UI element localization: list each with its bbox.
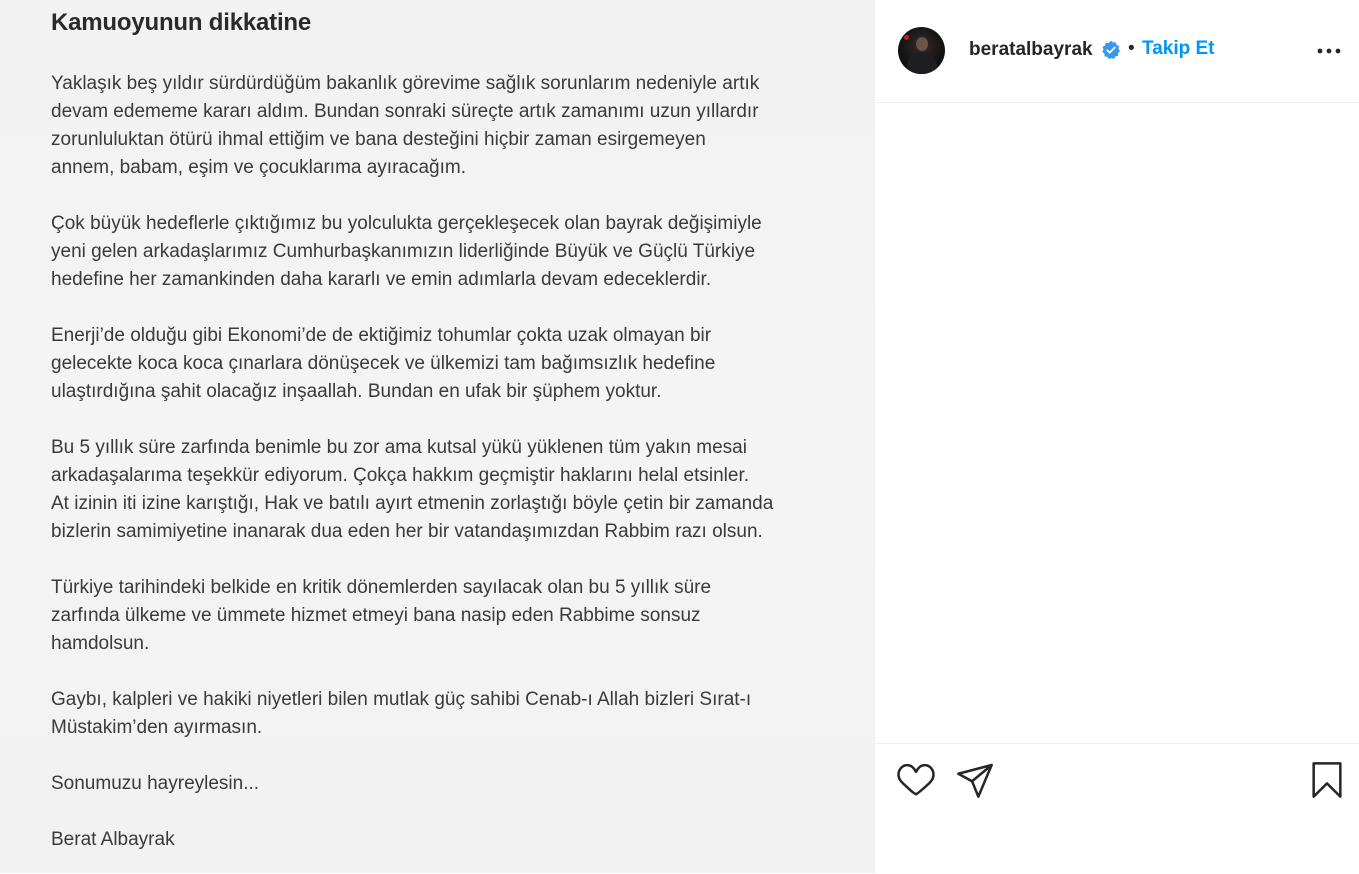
note-paragraph: Türkiye tarihindeki belkide en kritik dönemlerden sayılacak olan bu 5 yıllık süre zarfında ülkeme ve ümmete hizmet etmeyi bana nasip eden Rabbime sonsuz hamdolsun. [51,577,712,654]
note-signature: Berat Albayrak [51,829,175,850]
note-body [51,70,841,873]
bookmark-icon[interactable] [1307,760,1347,800]
note-paragraph: Gaybı, kalpleri ve hakiki niyetleri bilen mutlak güç sahibi Cenab-ı Allah bizleri Sırat-ı Müstakim’den ayırmasın. [51,689,752,738]
avatar-detail [916,37,928,51]
note-title: Kamuoyunun dikkatine [51,9,312,36]
more-options-icon[interactable] [1315,42,1343,60]
username-link[interactable]: beratalbayrak [969,39,1093,60]
note-paragraph: Yaklaşık beş yıldır sürdürdüğüm bakanlık görevime sağlık sorunlarım nedeniyle artık devam edememe kararı aldım. Bundan sonraki süreçte artık zamanımı uzun yıllardır zorunluluktan ötürü ihmal ettiğim ve bana desteğini hiçbir zaman esirgemeyen annem, babam, eşim ve çocuklarıma ayıracağım. [51,73,760,178]
post-side-panel [875,0,1359,873]
note-paragraph: Bu 5 yıllık süre zarfında benimle bu zor ama kutsal yükü yüklenen tüm yakın mesai arkadaşalarıma teşekkür ediyorum. Çokça hakkım geçmiştir haklarını helal etsinler. At izinin iti izine karıştığı, Hak ve batılı ayırt etmenin zorlaştığı böyle çetin bir zamanda bizlerin samimiyetine inanarak dua eden her bir vatandaşımızdan Rabbim razı olsun. [51,437,774,542]
send-icon[interactable] [955,760,995,800]
avatar-detail [904,35,909,40]
note-paragraph: Enerji’de olduğu gibi Ekonomi’de de ektiğimiz tohumlar çokta uzak olmayan bir gelecekte koca koca çınarlara dönüşecek ve ülkemizi tam bağımsızlık hedefine ulaştırdığına şahit olacağız inşaallah. Bundan en ufak bir şüphem yoktur. [51,325,716,402]
heart-icon[interactable] [896,760,936,800]
avatar[interactable] [898,27,945,74]
post-actions-bar [875,743,1359,874]
note-paragraph: Sonumuzu hayreylesin... [51,773,260,794]
avatar-detail [907,52,937,74]
post-header [875,0,1359,103]
verified-badge-icon [1101,40,1121,60]
note-paragraph: Çok büyük hedeflerle çıktığımız bu yolculukta gerçekleşecek olan bayrak değişimiyle yeni gelen arkadaşlarımız Cumhurbaşkanımızın liderliğinde Büyük ve Güçlü Türkiye hedefine her zamankinden daha kararlı ve emin adımlarla devam edeceklerdir. [51,213,762,290]
follow-button[interactable]: Takip Et [1142,38,1215,59]
header-separator: • [1128,38,1135,59]
